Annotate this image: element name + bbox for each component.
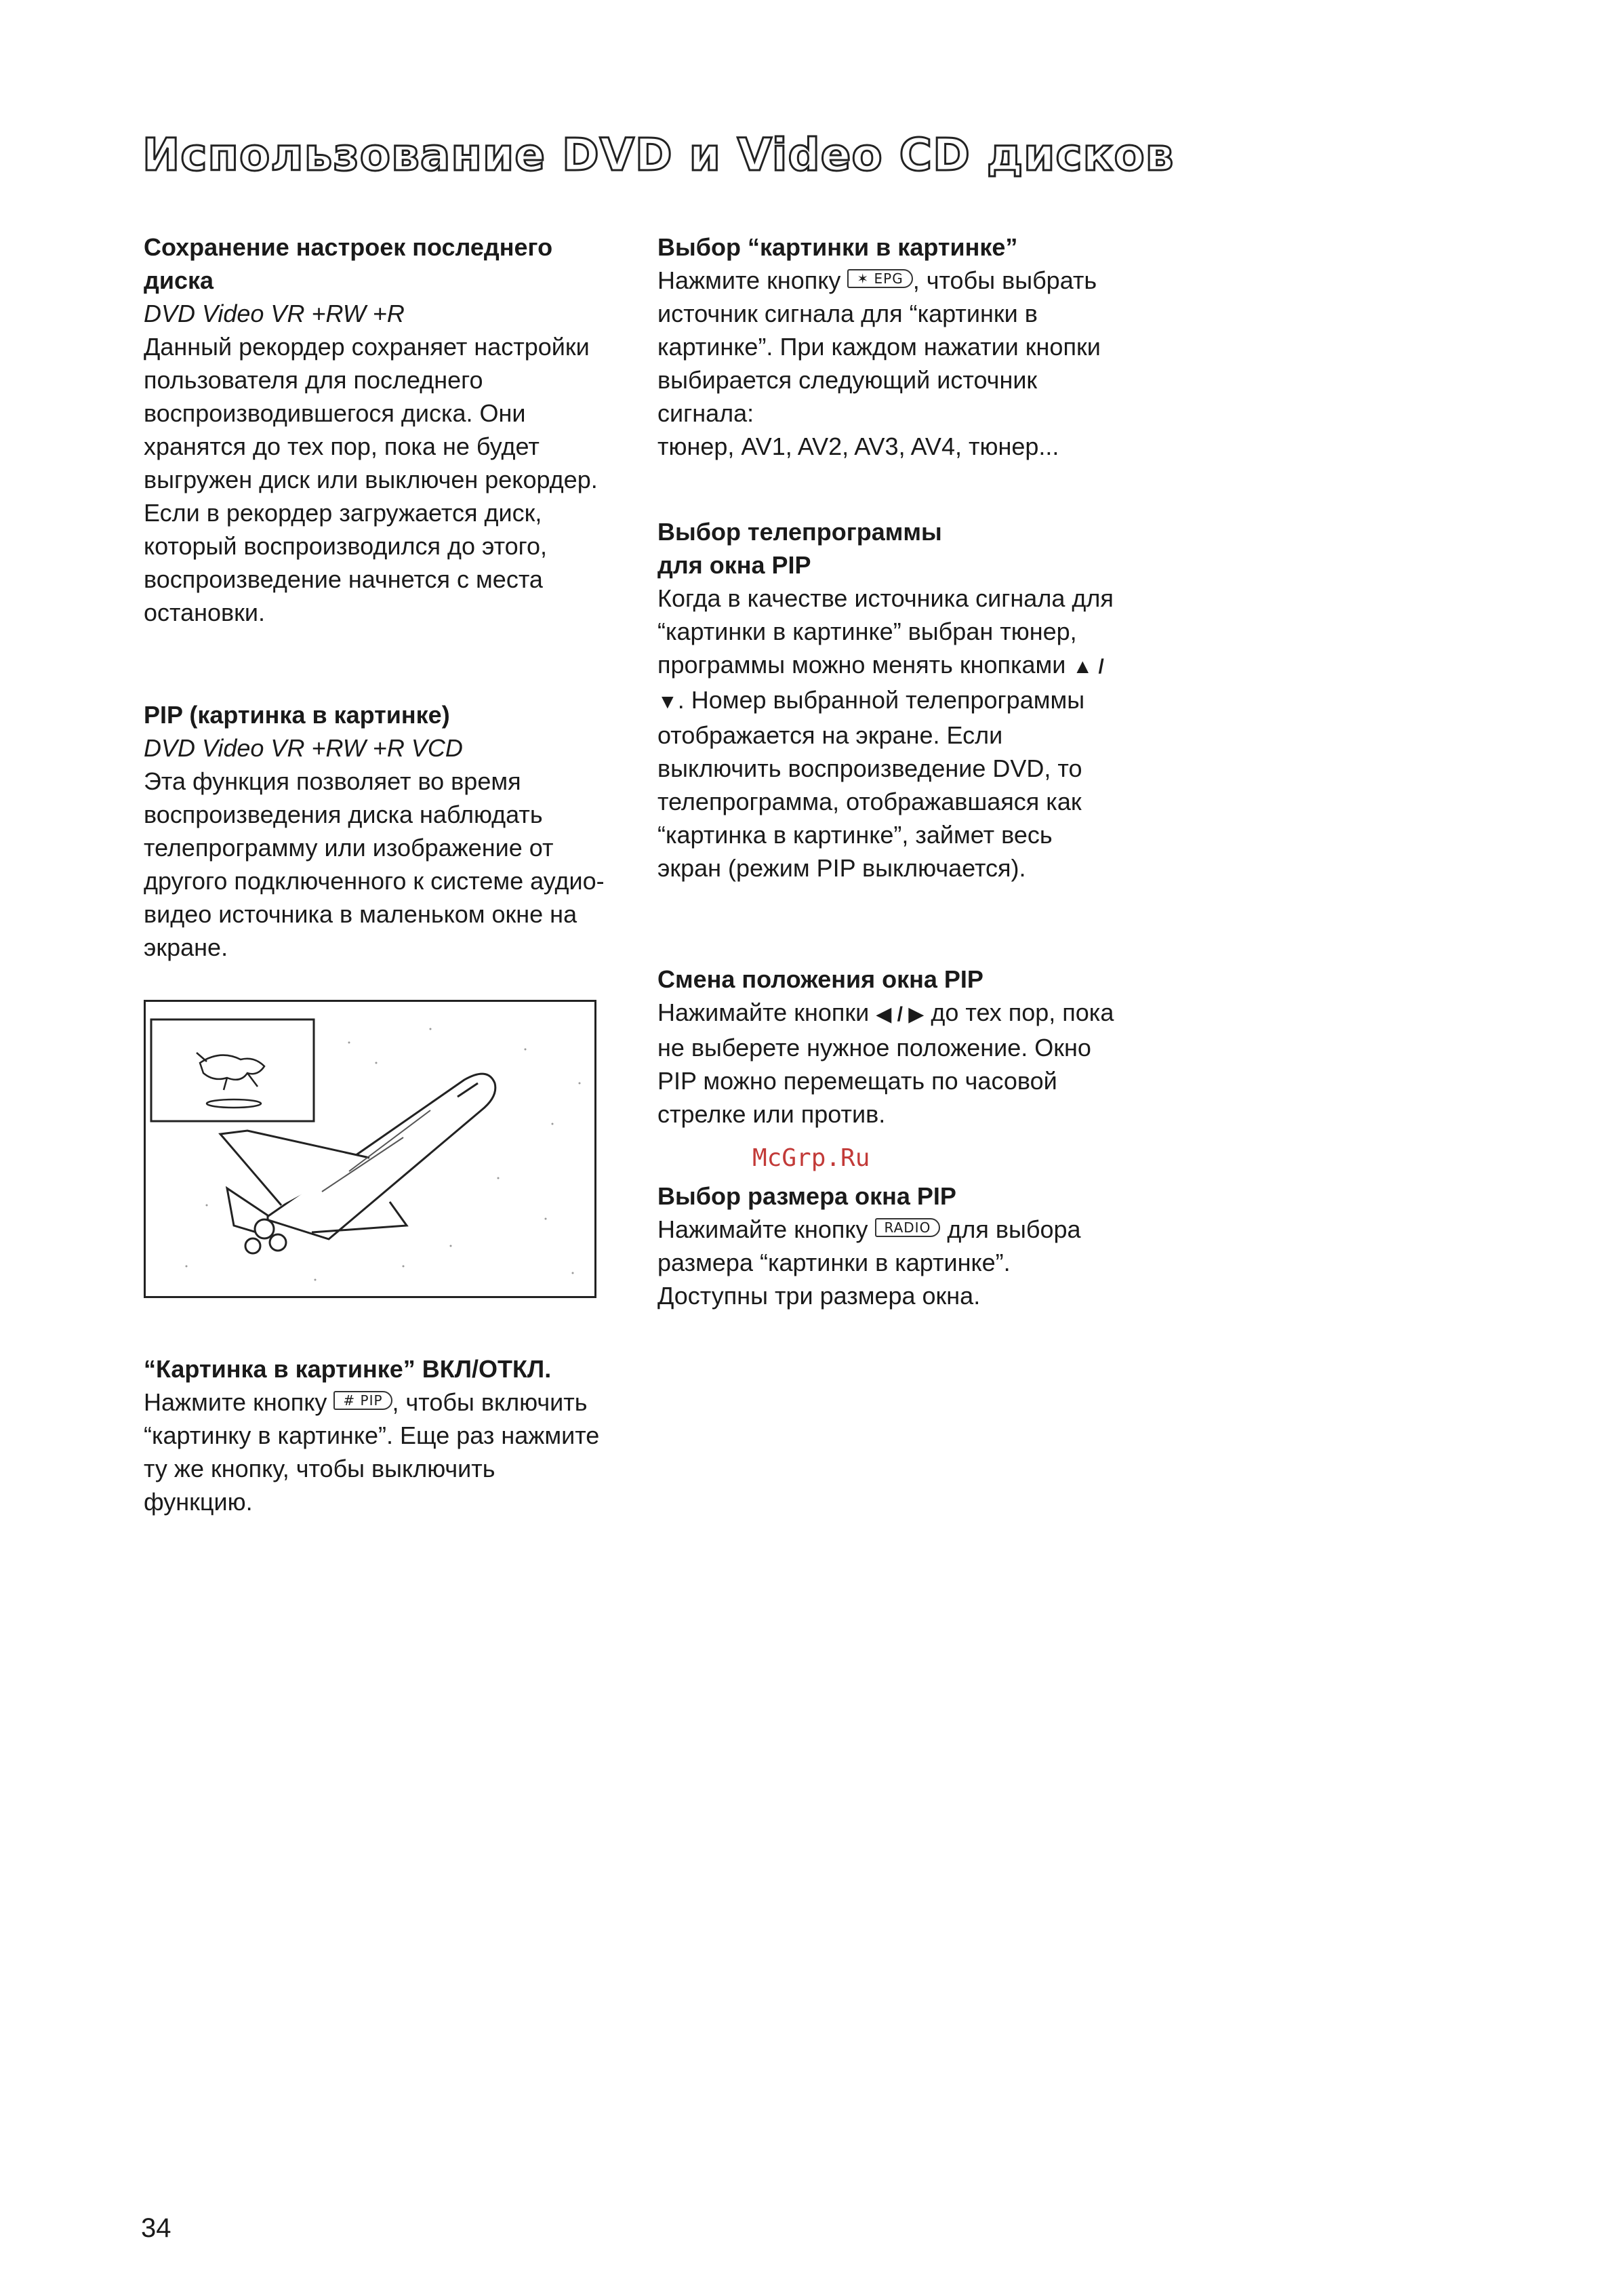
pip-button-icon: # PIP <box>333 1391 392 1410</box>
text-program-details: . Номер выбранной телепрограммы отображается на экране. Если выключить воспроизведение DVD, то телепрограмма, отображавшаяся как “картинка в картинке”, займет весь экран (режим PIP выключается). <box>657 686 1085 882</box>
section-heading-size: Выбор размера окна PIP <box>657 1182 956 1210</box>
section-heading-select-pip: Выбор “картинки в картинке” <box>657 233 1018 261</box>
section-body-size <box>657 1213 1118 1312</box>
pip-illustration <box>144 1000 596 1298</box>
text-press-button: Нажимайте кнопку <box>657 1215 868 1243</box>
source-list: тюнер, AV1, AV2, AV3, AV4, тюнер... <box>657 432 1059 460</box>
text-position-details: до тех пор, пока не выберете нужное положение. Окно PIP можно перемещать по часовой стрелке или против. <box>657 998 1114 1128</box>
text-toggle-instructions: , чтобы включить “картинку в картинке”. Еще раз нажмите ту же кнопку, чтобы выключить функцию. <box>144 1388 600 1516</box>
section-subtitle-disc-types: DVD Video VR +RW +R <box>144 300 405 327</box>
text-program-intro: Когда в качестве источника сигнала для “картинки в картинке” выбран тюнер, программы можно менять кнопками <box>657 584 1114 679</box>
section-heading-position: Смена положения окна PIP <box>657 965 983 993</box>
left-column <box>144 230 605 629</box>
section-heading-pip-toggle: “Картинка в картинке” ВКЛ/ОТКЛ. <box>144 1355 552 1383</box>
left-right-arrows-icon: ◀ / ▶ <box>876 1003 925 1026</box>
text-press-button: Нажмите кнопку <box>657 266 841 294</box>
section-body-pip-toggle <box>144 1386 605 1518</box>
section-heading-last-disc: Сохранение настроек последнего диска <box>144 233 553 294</box>
radio-button-icon: RADIO <box>875 1218 941 1237</box>
right-column-position <box>657 963 1118 1131</box>
space-shuttle-image <box>146 1002 596 1298</box>
watermark: McGrp.Ru <box>752 1144 870 1172</box>
section-subtitle-pip-disc-types: DVD Video VR +RW +R VCD <box>144 734 463 762</box>
section-body-last-disc: Данный рекордер сохраняет настройки пользователя для последнего воспроизводившегося диска. Они хранятся до тех пор, пока не будет выгружен диск или выключен рекордер. Если в рекордер загружается диск, который воспроизводился до этого, воспроизведение начнется с места остановки. <box>144 333 598 626</box>
text-press-button: Нажмите кнопку <box>144 1388 327 1416</box>
page-number: 34 <box>141 2213 171 2243</box>
up-down-arrows-icon: ▲ / ▼ <box>657 655 1104 713</box>
epg-button-icon: ✶ EPG <box>847 269 912 288</box>
right-column-size <box>657 1179 1118 1312</box>
left-column-toggle <box>144 1352 605 1518</box>
text-select-source: , чтобы выбрать источник сигнала для “картинки в картинке”. При каждом нажатии кнопки выбирается следующий источник сигнала: <box>657 266 1101 427</box>
section-body-select-pip <box>657 264 1118 430</box>
text-press-buttons: Нажимайте кнопки <box>657 998 870 1026</box>
section-heading-pip: PIP (картинка в картинке) <box>144 701 450 729</box>
right-column-select <box>657 230 1118 463</box>
left-column-pip <box>144 698 605 964</box>
section-heading-program-line1: Выбор телепрограммы <box>657 518 942 546</box>
text-size-details: для выбора размера “картинки в картинке”. Доступны три размера окна. <box>657 1215 1081 1310</box>
section-body-pip: Эта функция позволяет во время воспроизведения диска наблюдать телепрограмму или изображение от другого подключенного к системе аудио-видео источника в маленьком окне на экране. <box>144 767 605 961</box>
section-body-program <box>657 582 1118 885</box>
section-body-position <box>657 996 1118 1131</box>
right-column-program <box>657 515 1118 885</box>
page-title: Использование DVD и Video CD дисков <box>142 129 1175 181</box>
section-heading-program-line2: для окна PIP <box>657 551 811 579</box>
